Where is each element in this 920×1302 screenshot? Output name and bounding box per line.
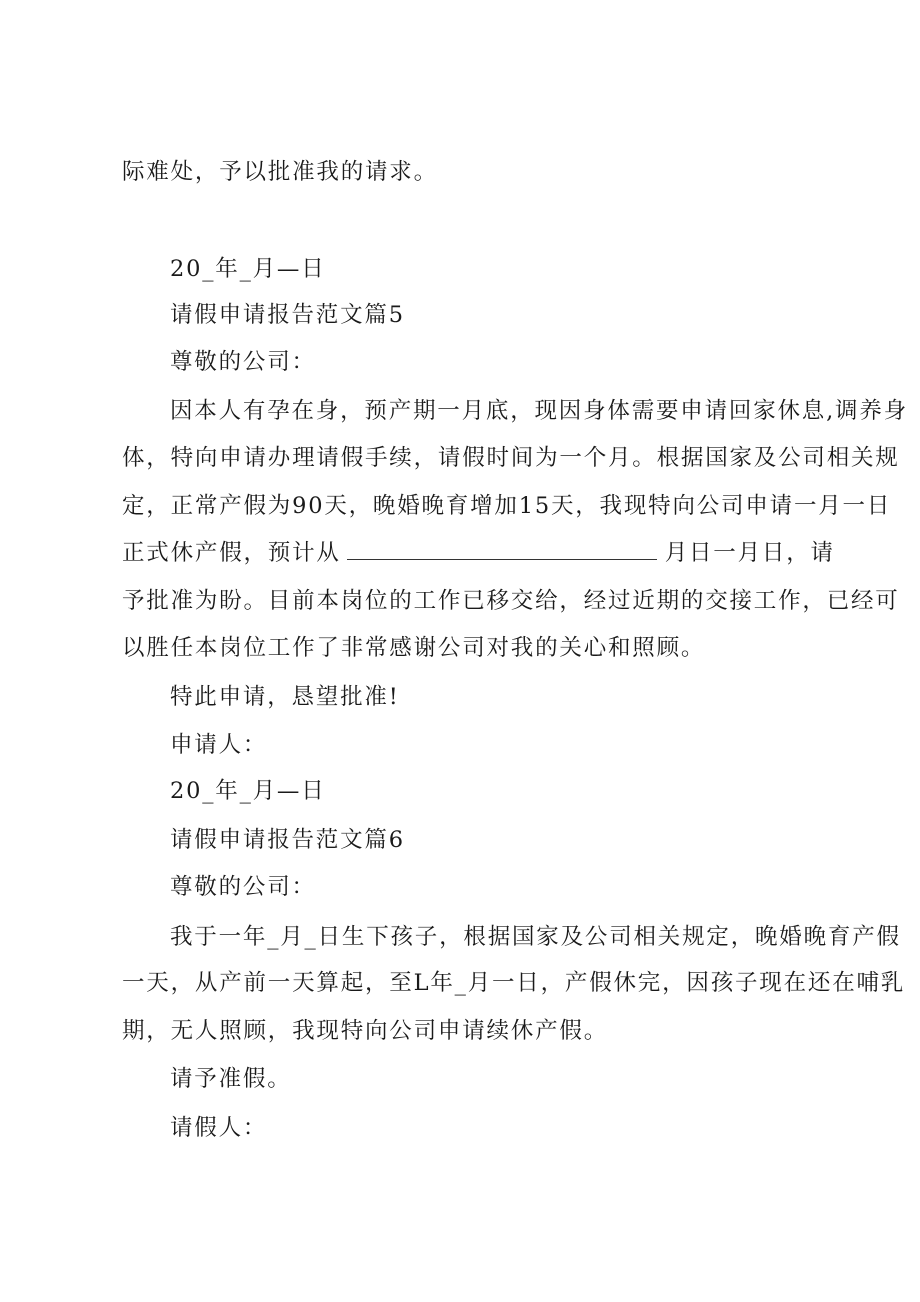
body-text-line: 期，无人照顾，我现特向公司申请续休产假。 (122, 1018, 609, 1044)
date-line: 20_年_月—日 (170, 778, 326, 804)
date-line: 20_年_月—日 (170, 256, 326, 282)
body-text-segment: 月日一月日，请 (664, 540, 835, 566)
section-title: 请假申请报告范文篇6 (170, 827, 405, 853)
leave-requester-label: 请假人： (170, 1115, 268, 1141)
salutation: 尊敬的公司： (170, 349, 316, 375)
closing-request: 特此申请，恳望批准! (170, 684, 400, 710)
body-text-line: 一天，从产前一天算起，至L年_月一日，产假休完，因孩子现在还在哺乳 (122, 970, 906, 996)
fill-in-blank (347, 539, 657, 560)
body-text-line-with-blank (122, 538, 835, 568)
section-title: 请假申请报告范文篇5 (170, 302, 405, 328)
body-text-line: 我于一年_月_日生下孩子，根据国家及公司相关规定，晚婚晚育产假 (170, 924, 901, 950)
body-text-line: 际难处，予以批准我的请求。 (122, 159, 438, 185)
body-text-line: 因本人有孕在身，预产期一月底，现因身体需要申请回家休息,调养身 (170, 398, 908, 424)
body-text-line: 予批准为盼。目前本岗位的工作已移交给，经过近期的交接工作，已经可 (122, 588, 900, 614)
body-text-segment: 正式休产假，预计从 (122, 540, 341, 566)
salutation: 尊敬的公司： (170, 874, 316, 900)
closing-request: 请予准假。 (170, 1066, 292, 1092)
applicant-label: 申请人： (170, 732, 268, 758)
body-text-line: 体，特向申请办理请假手续，请假时间为一个月。根据国家及公司相关规 (122, 445, 900, 471)
body-text-line: 以胜任本岗位工作了非常感谢公司对我的关心和照顾。 (122, 635, 706, 661)
body-text-line: 定，正常产假为90天，晚婚晚育增加15天，我现特向公司申请一月一日 (122, 493, 892, 519)
